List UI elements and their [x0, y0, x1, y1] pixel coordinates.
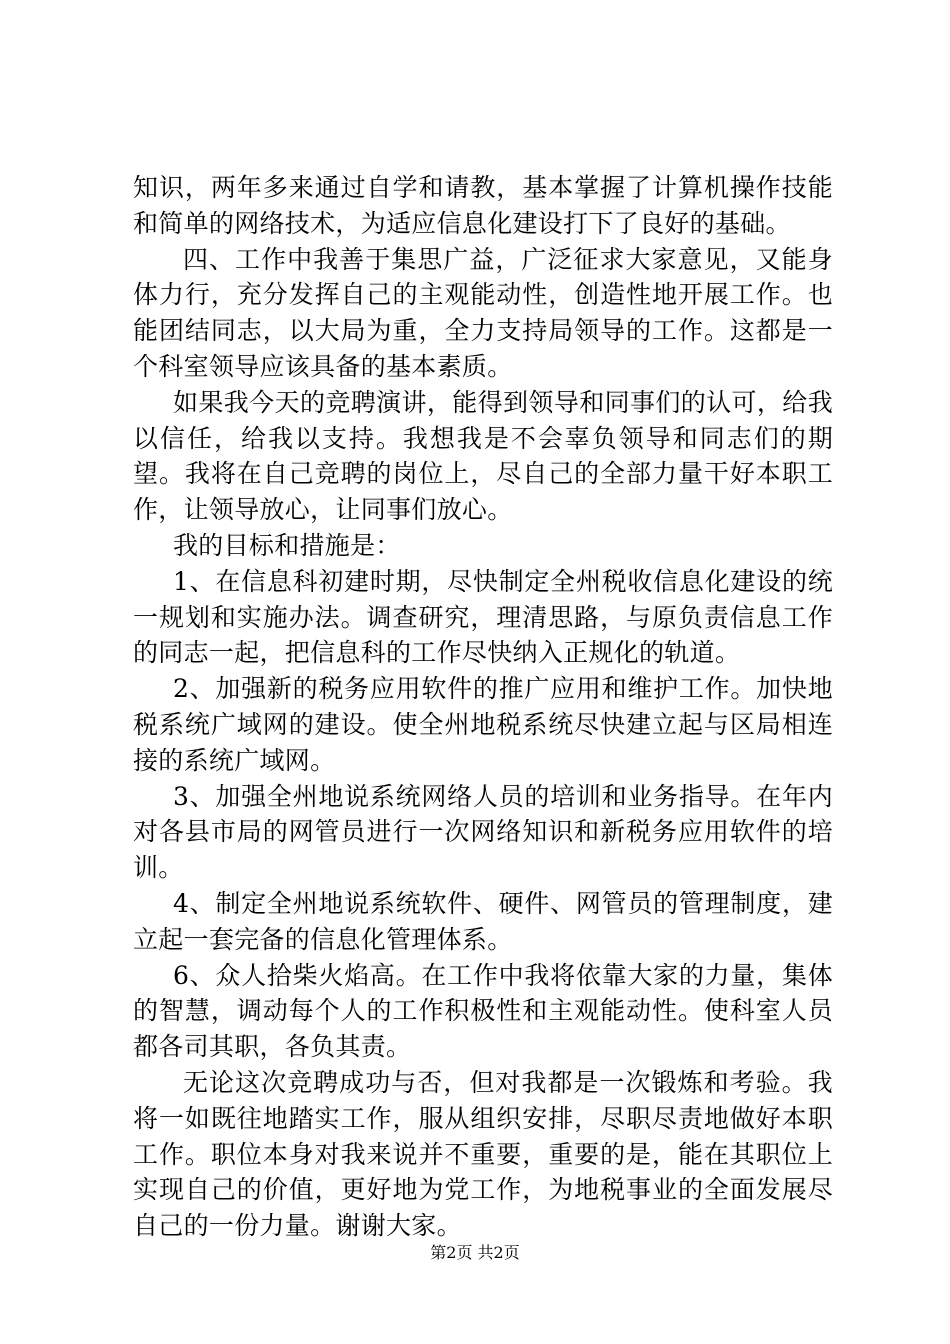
document-body [133, 170, 833, 1244]
paragraph-1: 知识，两年多来通过自学和请教，基本掌握了计算机操作技能和简单的网络技术，为适应信息化建设打下了良好的基础。 [133, 173, 833, 238]
paragraph-9: 6、众人拾柴火焰高。在工作中我将依靠大家的力量，集体的智慧，调动每个人的工作积极性和主观能动性。使科室人员都各司其职，各负其责。 [133, 960, 833, 1062]
paragraph-4: 我的目标和措施是： [173, 530, 401, 560]
paragraph-10: 无论这次竞聘成功与否，但对我都是一次锻炼和考验。我将一如既往地踏实工作，服从组织安排，尽职尽责地做好本职工作。职位本身对我来说并不重要，重要的是，能在其职位上实现自己的价值，更好地为党工作，为地税事业的全面发展尽自己的一份力量。谢谢大家。 [133, 1067, 833, 1241]
paragraph-8: 4、制定全州地说系统软件、硬件、网管员的管理制度，建立起一套完备的信息化管理体系。 [133, 888, 833, 954]
paragraph-3: 如果我今天的竞聘演讲，能得到领导和同事们的认可，给我以信任，给我以支持。我想我是不会辜负领导和同志们的期望。我将在自己竞聘的岗位上，尽自己的全部力量干好本职工作，让领导放心，让同事们放心。 [133, 387, 833, 525]
page-footer: 第2页 共2页 [430, 1243, 520, 1262]
paragraph-5: 1、在信息科初建时期，尽快制定全州税收信息化建设的统一规划和实施办法。调查研究，理清思路，与原负责信息工作的同志一起，把信息科的工作尽快纳入正规化的轨道。 [133, 566, 833, 668]
paragraph-2: 四、工作中我善于集思广益，广泛征求大家意见，又能身体力行，充分发挥自己的主观能动性，创造性地开展工作。也能团结同志，以大局为重，全力支持局领导的工作。这都是一个科室领导应该具备的基本素质。 [133, 244, 833, 381]
paragraph-6: 2、加强新的税务应用软件的推广应用和维护工作。加快地税系统广域网的建设。使全州地税系统尽快建立起与区局相连接的系统广域网。 [133, 674, 833, 775]
paragraph-7: 3、加强全州地说系统网络人员的培训和业务指导。在年内对各县市局的网管员进行一次网络知识和新税务应用软件的培训。 [133, 781, 833, 883]
